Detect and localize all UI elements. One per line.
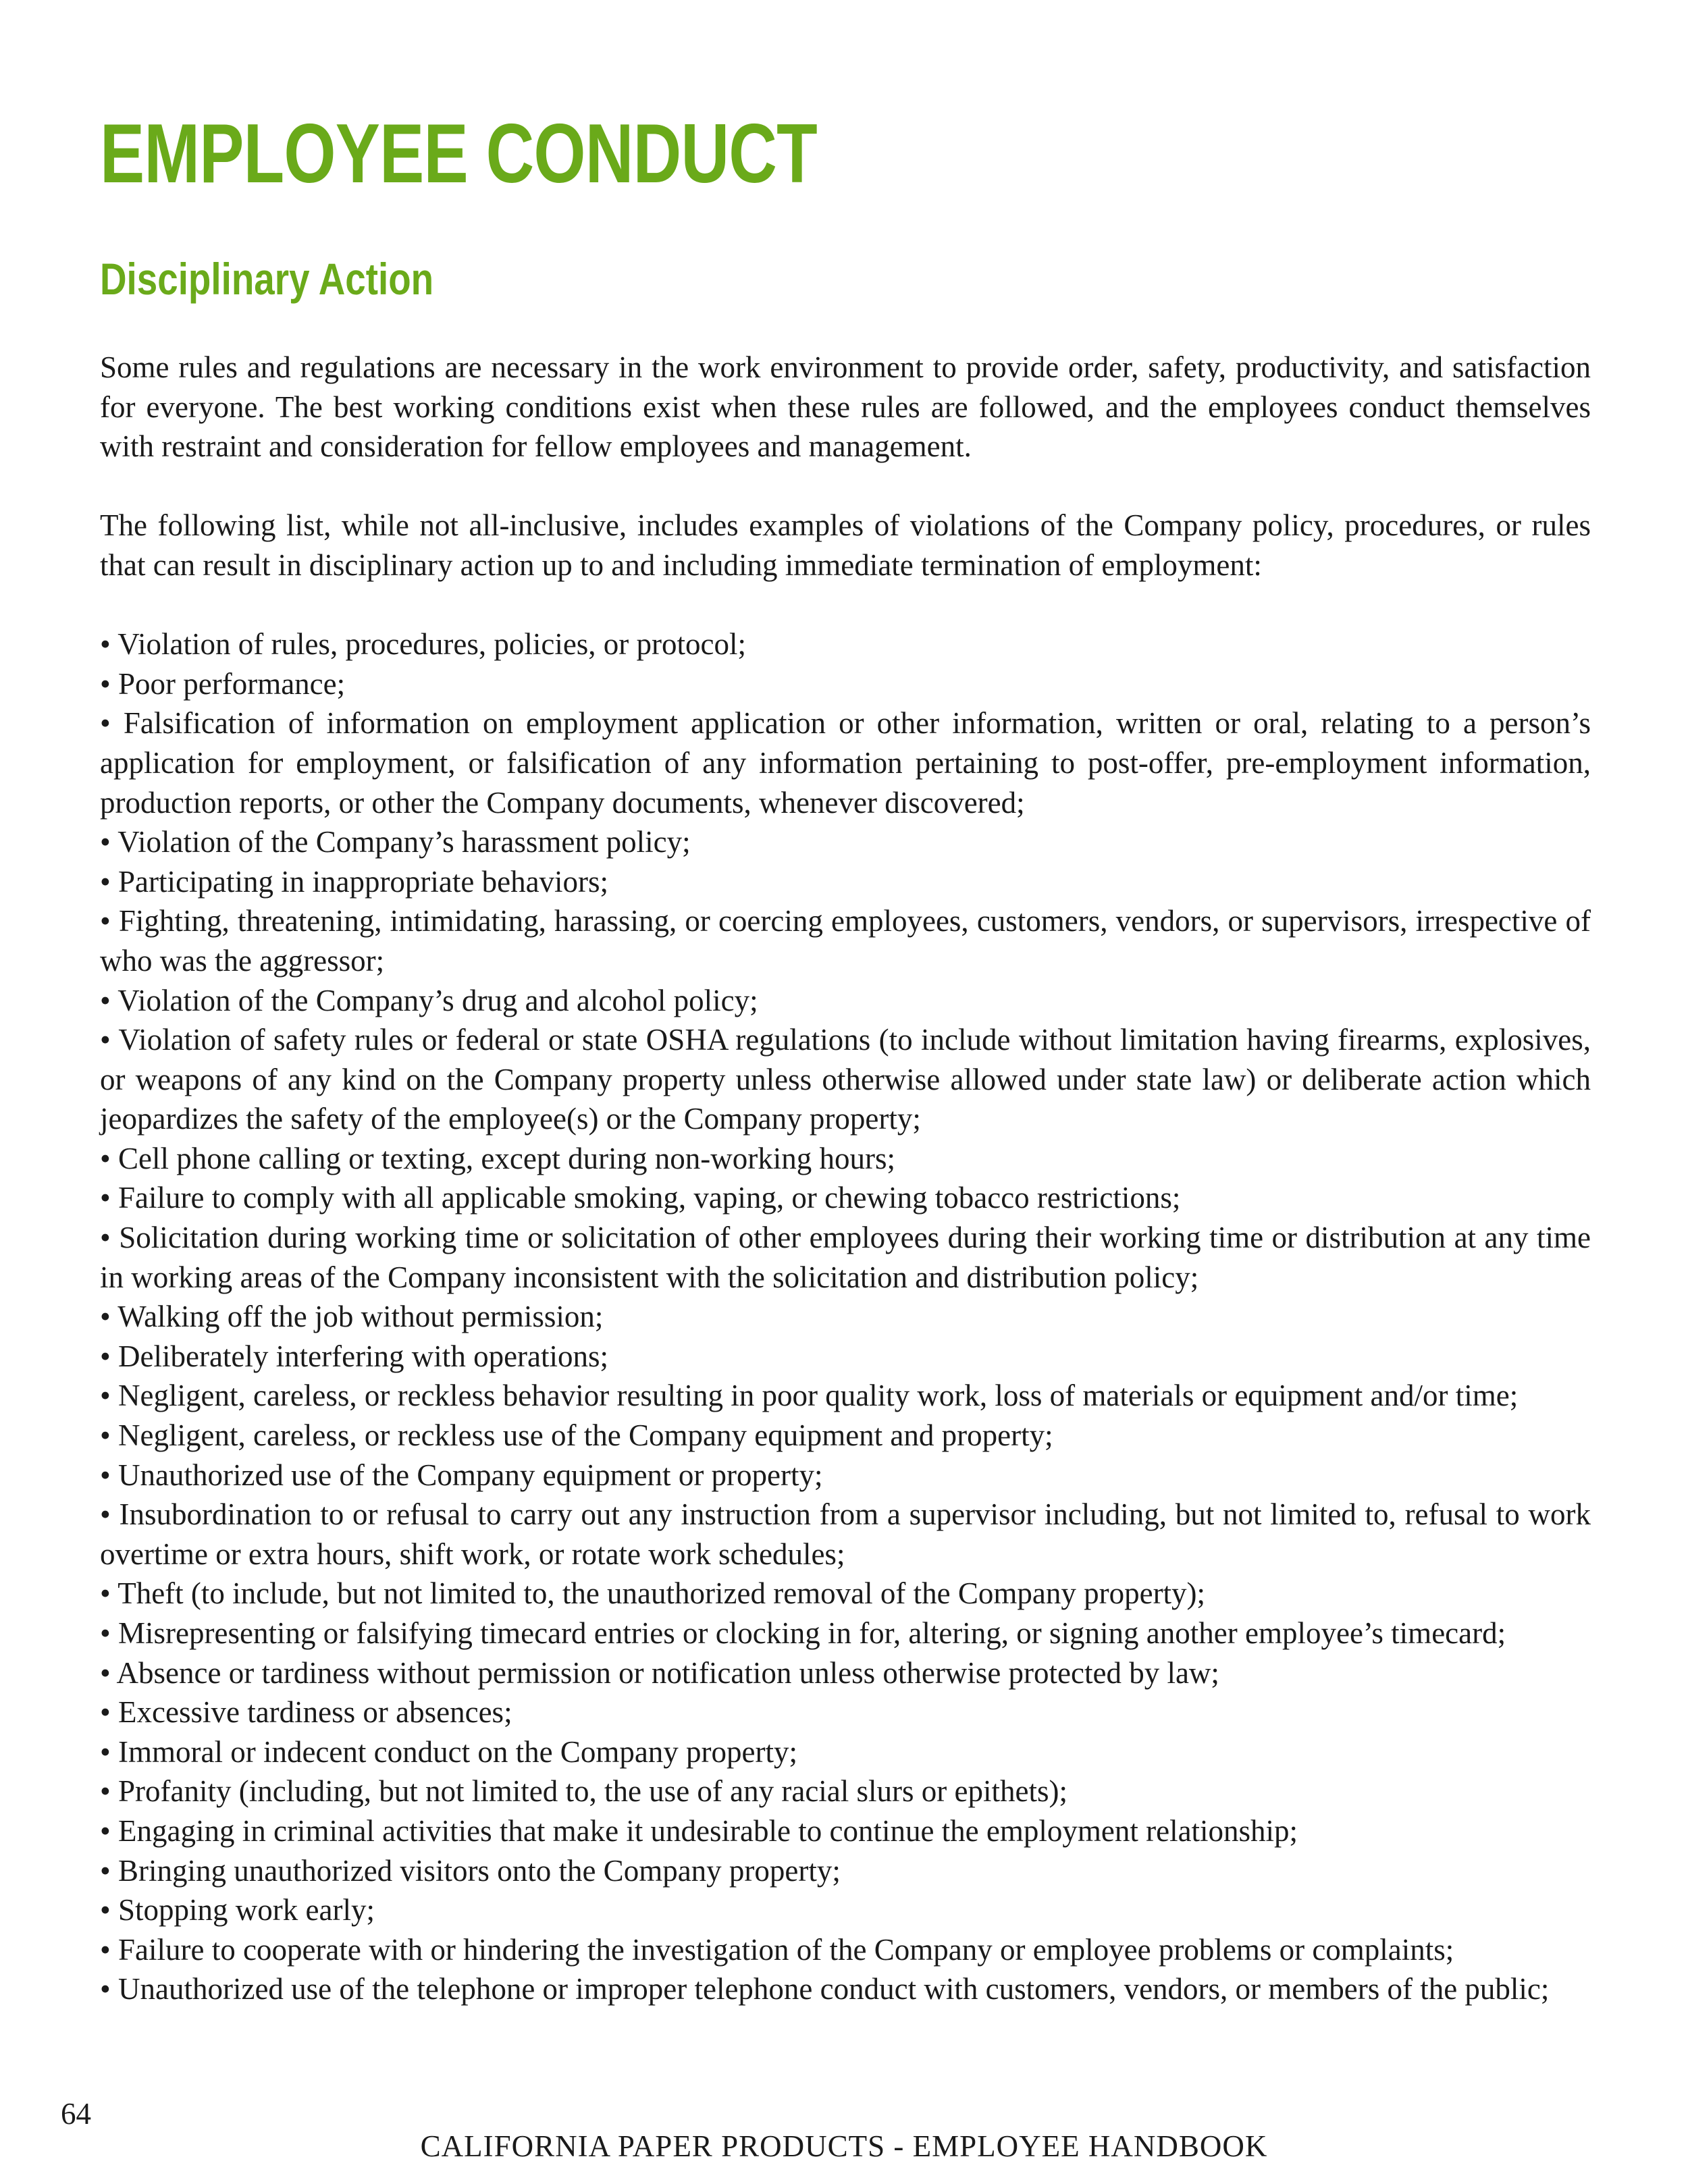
bullet-icon: • [100,1181,111,1215]
violation-text: Immoral or indecent conduct on the Company property; [118,1734,797,1769]
bullet-icon: • [100,1655,111,1690]
page-title: EMPLOYEE CONDUCT [100,107,817,201]
violation-text: Participating in inappropriate behaviors; [118,864,609,899]
violation-text: Theft (to include, but not limited to, the unauthorized removal of the Company property); [117,1576,1206,1611]
violation-text: Failure to comply with all applicable smoking, vaping, or chewing tobacco restrictions; [118,1181,1181,1215]
bullet-icon: • [100,1972,111,2006]
violation-item [100,862,1591,902]
violation-item [100,1732,1591,1772]
violation-item [100,1337,1591,1377]
violation-item [100,822,1591,862]
bullet-icon: • [100,1418,111,1453]
violation-text: Misrepresenting or falsifying timecard entries or clocking in for, altering, or signing another employee’s timecard; [118,1616,1506,1650]
bullet-icon: • [100,1695,111,1730]
violation-text: Negligent, careless, or reckless behavior resulting in poor quality work, loss of materials or equipment and/or time; [118,1379,1519,1413]
violation-item [100,1376,1591,1416]
bullet-icon: • [100,1300,111,1334]
violations-list [100,624,1591,2009]
bullet-icon: • [100,1932,111,1967]
document-body [100,348,1591,2009]
bullet-icon: • [100,904,111,938]
bullet-icon: • [100,983,111,1017]
violation-text: Violation of the Company’s drug and alcohol policy; [117,983,758,1017]
violation-text: Violation of the Company’s harassment policy; [117,825,691,859]
violation-text: Falsification of information on employment application or other information, written or oral, relating to a person’s application for employment, or falsification of any information pertaining to post-offer, pre-employment information, production reports, or other the Company documents, whenever discovered; [100,706,1591,820]
violation-text: Bringing unauthorized visitors onto the Company property; [118,1853,841,1888]
violation-text: Stopping work early; [118,1893,375,1927]
violation-item [100,981,1591,1021]
bullet-icon: • [100,1893,111,1927]
intro-paragraph: Some rules and regulations are necessary in the work environment to provide order, safety, productivity, and satisfaction for everyone. The best working conditions exist when these rules are followed, and the employees conduct themselves with restraint and consideration for fellow employees and management. [100,350,1591,464]
violation-item [100,703,1591,822]
violation-item [100,1178,1591,1218]
violation-item [100,1416,1591,1456]
violation-item [100,1851,1591,1891]
list-intro-paragraph: The following list, while not all-inclusive, includes examples of violations of the Company policy, procedures, or rules that can result in disciplinary action up to and including immediate termination of employment: [100,508,1591,582]
violation-item [100,901,1591,980]
violation-text: Unauthorized use of the Company equipment or property; [118,1458,823,1492]
violation-item [100,624,1591,664]
violation-text: Walking off the job without permission; [117,1300,604,1334]
violation-text: Absence or tardiness without permission or notification unless otherwise protected by law; [116,1655,1219,1690]
bullet-icon: • [100,1853,111,1888]
violation-item [100,1930,1591,1970]
bullet-icon: • [100,1339,111,1373]
violation-text: Failure to cooperate with or hindering the investigation of the Company or employee problems or complaints; [118,1932,1454,1967]
violation-text: Excessive tardiness or absences; [118,1695,512,1730]
violation-item [100,1218,1591,1297]
violation-text: Negligent, careless, or reckless use of the Company equipment and property; [118,1418,1053,1453]
bullet-icon: • [100,706,111,741]
violation-text: Solicitation during working time or solicitation of other employees during their working time or distribution at any time in working areas of the Company inconsistent with the solicitation and distribution policy; [100,1221,1591,1294]
bullet-icon: • [100,1576,111,1611]
violation-item [100,1495,1591,1574]
violation-item [100,1020,1591,1139]
violation-item [100,664,1591,704]
violation-text: Insubordination to or refusal to carry out any instruction from a supervisor including, but not limited to, refusal to work overtime or extra hours, shift work, or rotate work schedules; [100,1497,1591,1571]
violation-item [100,1614,1591,1653]
violation-item [100,1456,1591,1495]
violation-text: Profanity (including, but not limited to, the use of any racial slurs or epithets); [118,1774,1067,1809]
bullet-icon: • [100,1221,111,1255]
bullet-icon: • [100,627,111,662]
bullet-icon: • [100,1616,111,1650]
bullet-icon: • [100,1734,111,1769]
violation-item [100,1297,1591,1337]
bullet-icon: • [100,1813,111,1848]
violation-text: Violation of safety rules or federal or state OSHA regulations (to include without limitation having firearms, explosives, or weapons of any kind on the Company property unless otherwise allowed under state law) or deliberate action which jeopardizes the safety of the employee(s) or the Company property; [100,1023,1591,1136]
violation-text: Fighting, threatening, intimidating, harassing, or coercing employees, customers, vendors, or supervisors, irrespective of who was the aggressor; [100,904,1591,978]
bullet-icon: • [100,1774,111,1809]
violation-item [100,1653,1591,1693]
violation-text: Cell phone calling or texting, except during non-working hours; [118,1141,896,1175]
violation-text: Engaging in criminal activities that make it undesirable to continue the employment relationship; [118,1813,1298,1848]
violation-item [100,1772,1591,1811]
bullet-icon: • [100,666,111,701]
violation-item [100,1969,1591,2009]
violation-item [100,1890,1591,1930]
bullet-icon: • [100,1141,111,1175]
violation-text: Poor performance; [118,666,346,701]
bullet-icon: • [100,1458,111,1492]
bullet-icon: • [100,825,111,859]
violation-item [100,1574,1591,1614]
violation-text: Violation of rules, procedures, policies, or protocol; [117,627,747,662]
violation-item [100,1811,1591,1851]
section-heading: Disciplinary Action [100,254,434,304]
bullet-icon: • [100,1023,111,1057]
bullet-icon: • [100,1497,111,1532]
bullet-icon: • [100,1379,111,1413]
violation-text: Unauthorized use of the telephone or improper telephone conduct with customers, vendors, or members of the public; [118,1972,1550,2006]
violation-item [100,1693,1591,1732]
page-number: 64 [61,2097,91,2131]
violation-text: Deliberately interfering with operations; [118,1339,609,1373]
violation-item [100,1139,1591,1179]
bullet-icon: • [100,864,111,899]
footer-text: CALIFORNIA PAPER PRODUCTS - EMPLOYEE HANDBOOK [420,2129,1268,2163]
